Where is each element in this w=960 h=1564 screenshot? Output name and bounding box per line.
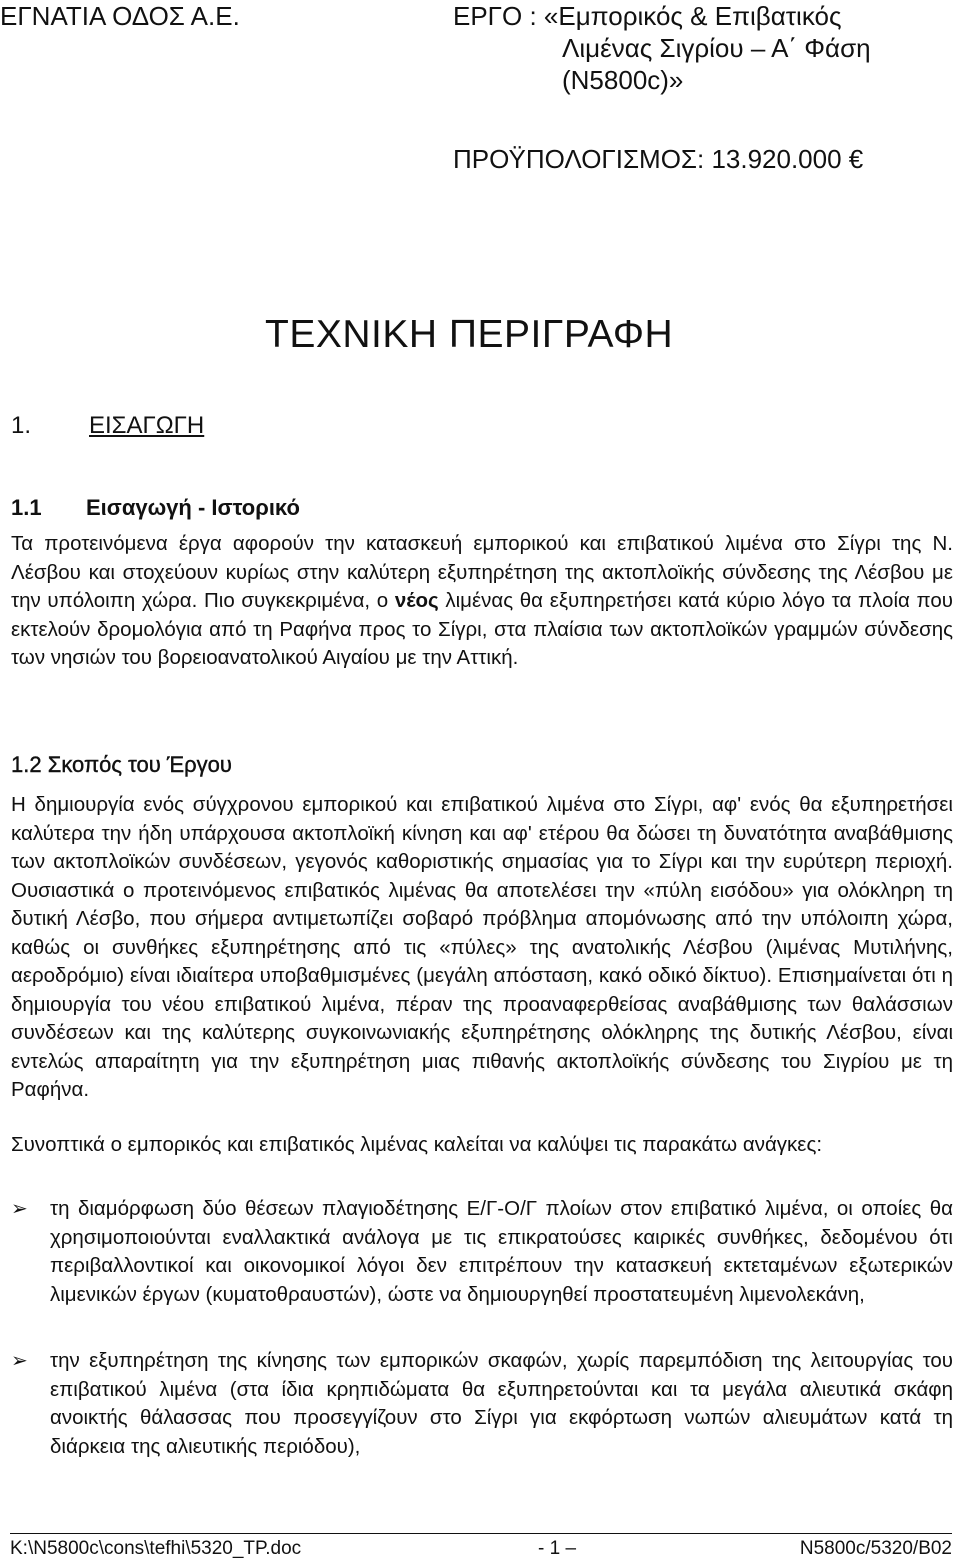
paragraph-text: Τα προτεινόμενα έργα αφορούν την κατασκευή εμπορικού και επιβατικού λιμένα στο Σίγρι της Ν. Λέσβου και στοχεύουν κυρίως στην καλύτερη εξυπηρέτηση της ακτοπλοϊκής σύνδεσης της Λέσβου με την υπόλοιπη χώρα. Πιο συγκεκριμένα, ο — [11, 532, 953, 612]
footer-file-path: K:\N5800c\cons\tefhi\5320_TP.doc — [10, 1538, 302, 1559]
company-name: ΕΓΝΑΤΙΑ ΟΔΟΣ Α.Ε. — [0, 1, 240, 31]
project-title-line-2: Λιμένας Σιγρίου – Α΄ Φάση — [562, 33, 871, 63]
footer-document-code: N5800c/5320/B02 — [799, 1538, 952, 1559]
list-item-text: την εξυπηρέτηση της κίνησης των εμπορικών σκαφών, χωρίς παρεμπόδιση της λειτουργίας του επιβατικού λιμένα (στα ίδια κρηπιδώματα θα εξυπηρετούνται και τα μεγάλα αλιευτικά σκάφη ανοικτής θάλασσας που προσεγγίζουν στο Σίγρι για εκφόρτωση νωπών αλιευμάτων κατά τη διάρκεια της αλιευτικής περιόδου), — [50, 1349, 953, 1458]
list-item-text: τη διαμόρφωση δύο θέσεων πλαγιοδέτησης Ε/Γ-Ο/Γ πλοίων στον επιβατικό λιμένα, οι οποίες θα χρησιμοποιούνται εναλλακτικά ανάλογα με τις επικρατούσες καιρικές συνθήκες, δεδομένου ότι περιβαλλοντικοί και οικονομικοί λόγοι δεν επιτρέπουν την κατασκευή εκτεταμένων εξωτερικών λιμενικών έργων (κυματοθραυστών), ώστε να δημιουργηθεί προστατευμένη λιμενολεκάνη, — [50, 1197, 953, 1306]
project-title — [453, 0, 871, 96]
subsection-number: 1.2 — [11, 752, 42, 777]
purpose-paragraph: Η δημιουργία ενός σύγχρονου εμπορικού και επιβατικού λιμένα στο Σίγρι, αφ' ενός θα εξυπηρετήσει καλύτερα την ήδη υπάρχουσα ακτοπλοϊκή κίνηση και αφ' ετέρου θα δώσει τη δυνατότητα αναβάθμισης των ακτοπλοϊκών συνδέσεων, γεγονός καθοριστικής σημασίας για το Σίγρι και την ευρύτερη περιοχή. Ουσιαστικά ο προτεινόμενος επιβατικός λιμένας θα αποτελέσει την «πύλη εισόδου» για ολόκληρη τη δυτική Λέσβο, που σήμερα αντιμετωπίζει σοβαρό πρόβλημα απομόνωσης από την υπόλοιπη χώρα, καθώς οι συνθήκες εξυπηρέτησης από τις «πύλες» της ανατολικής Λέσβου (λιμένας Μυτιλήνης, αεροδρόμιο) είναι ιδιαίτερα υποβαθμισμένες (μεγάλη απόσταση, κακό οδικό δίκτυο). Επισημαίνεται ότι η δημιουργία του νέου επιβατικού λιμένα, πέραν της προαναφερθείσας αναβάθμισης των θαλάσσιων συνδέσεων και της καλύτερης συγκοινωνιακής εξυπηρέτησης ολόκληρης της δυτικής Λέσβου, είναι εντελώς απαραίτητη για την εξυπηρέτηση μιας πιθανής ακτοπλοϊκής σύνδεσης του Σιγρίου με τη Ραφήνα. — [11, 793, 953, 1101]
bold-word: νέος — [394, 589, 439, 612]
subsection-heading-1-1 — [11, 493, 300, 523]
arrow-bullet-icon: ➢ — [11, 1198, 28, 1220]
project-title-line-3: (Ν5800c)» — [562, 65, 684, 95]
footer-page-number: - 1 – — [538, 1538, 577, 1559]
paragraph-text: λιμένας θα εξυπηρετήσει κατά κύριο λόγο τα πλοία που εκτελούν δρομολόγια από τη Ραφήνα προς το Σίγρι, στα πλαίσια των ακτοπλοϊκών γραμμών σύνδεσης των νησιών του βορειοανατολικού Αιγαίου με την Αττική. — [11, 589, 953, 669]
list-item — [11, 1347, 953, 1461]
intro-paragraph — [11, 530, 953, 673]
section-heading-1 — [11, 410, 204, 442]
section-number: 1. — [11, 412, 32, 439]
section-title: ΕΙΣΑΓΩΓΗ — [89, 412, 205, 439]
needs-intro-paragraph: Συνοπτικά ο εμπορικός και επιβατικός λιμένας καλείται να καλύψει τις παρακάτω ανάγκες: — [11, 1133, 823, 1156]
project-title-line-1: ΕΡΓΟ : «Εμπορικός & Επιβατικός — [453, 1, 842, 31]
subsection-title: Σκοπός του Έργου — [47, 752, 232, 777]
list-item — [11, 1195, 953, 1309]
subsection-heading-1-2 — [11, 750, 232, 780]
subsection-number: 1.1 — [11, 495, 42, 520]
document-title: ΤΕΧΝΙΚΗ ΠΕΡΙΓΡΑΦΗ — [265, 313, 674, 356]
subsection-title: Εισαγωγή - Ιστορικό — [86, 495, 300, 520]
budget-line: ΠΡΟΫΠΟΛΟΓΙΣΜΟΣ: 13.920.000 € — [453, 144, 864, 174]
arrow-bullet-icon: ➢ — [11, 1350, 28, 1372]
footer-divider — [10, 1533, 952, 1534]
